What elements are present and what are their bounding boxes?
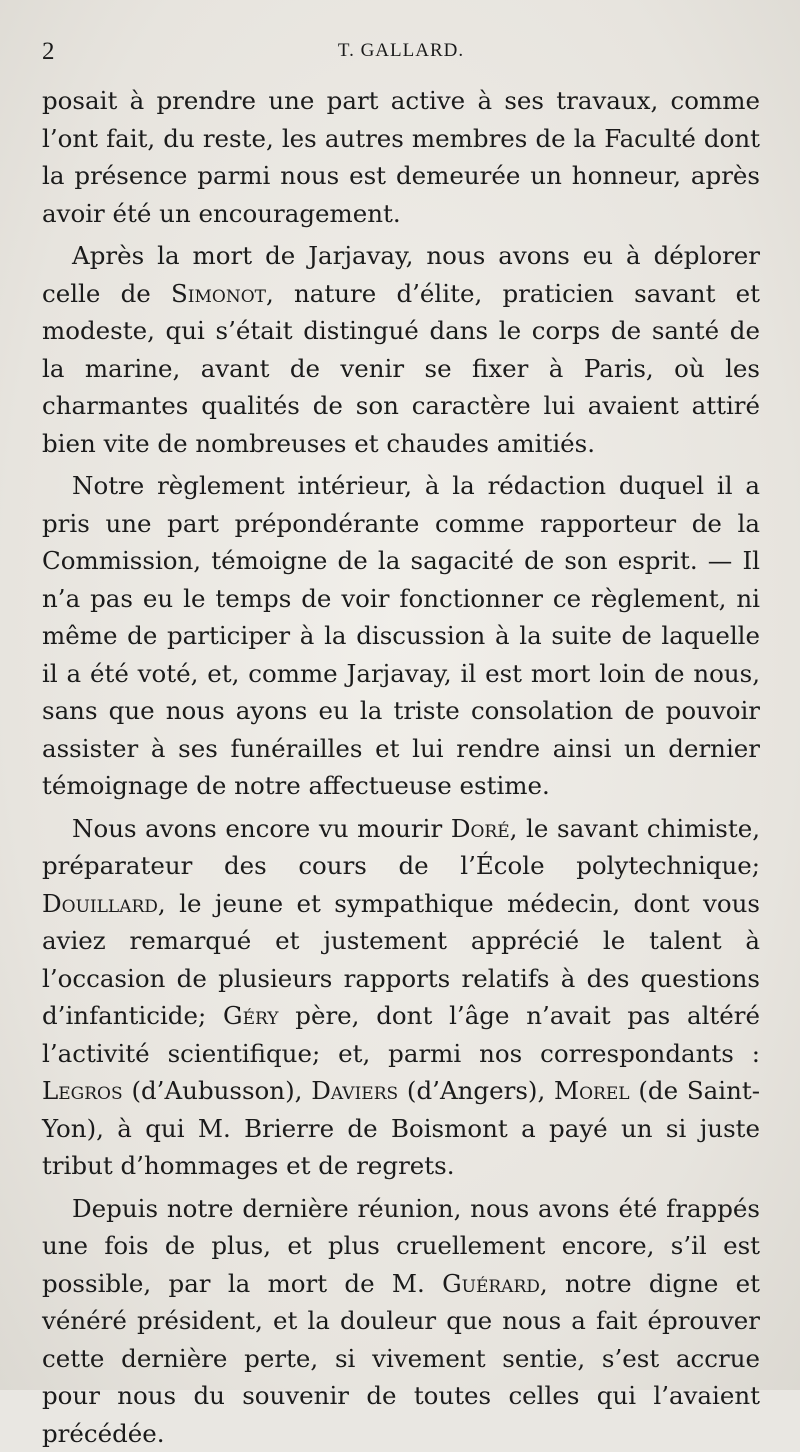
small-caps-name: Legros xyxy=(42,1076,123,1105)
body-text xyxy=(42,82,760,1452)
small-caps-name: Simonot xyxy=(171,279,266,308)
small-caps-name: Géry xyxy=(223,1001,278,1030)
text-run: , notre digne et vénéré président, et la douleur que nous a fait éprouver cette dernière perte, si vivement sentie, s’est accrue pour nous du souvenir de toutes celles qui l’avaient précédée. xyxy=(42,1269,760,1448)
running-head xyxy=(42,38,760,82)
text-run: (d’Angers), xyxy=(398,1076,554,1105)
paragraph-4 xyxy=(42,810,760,1185)
text-run: Notre règlement intérieur, à la rédaction duquel il a pris une part prépondérante comme rapporteur de la Commission, témoigne de la sagacité de son esprit. — Il n’a pas eu le temps de voir fonctionner ce règlement, ni même de participer à la discussion à la suite de laquelle il a été voté, et, comme Jarjavay, il est mort loin de nous, sans que nous ayons eu la triste consolation de pouvoir assister à ses funérailles et lui rendre ainsi un dernier témoignage de notre affectueuse estime. xyxy=(42,471,760,800)
text-run: (de Saint-Yon), à qui M. Brierre de Boismont a payé un si juste tribut d’hommages et de regrets. xyxy=(42,1076,760,1180)
text-run: père, dont l’âge n’avait pas altéré l’activité scientifique; et, parmi nos correspondants : xyxy=(42,1001,760,1068)
running-title: T. GALLARD. xyxy=(42,40,760,62)
small-caps-name: Doré xyxy=(451,814,510,843)
text-run: (d’Aubusson), xyxy=(123,1076,312,1105)
paragraph-1 xyxy=(42,82,760,232)
text-run: , le savant chimiste, préparateur des cours de l’École polytechnique; xyxy=(42,814,760,881)
paragraph-2 xyxy=(42,237,760,462)
text-run: Depuis notre dernière réunion, nous avons été frappés une fois de plus, et plus cruellement encore, s’il est possible, par la mort de M. xyxy=(42,1194,760,1298)
text-run: Nous avons encore vu mourir xyxy=(72,814,451,843)
small-caps-name: Daviers xyxy=(311,1076,398,1105)
small-caps-name: Douillard xyxy=(42,889,158,918)
text-run: , nature d’élite, praticien savant et modeste, qui s’était distingué dans le corps de santé de la marine, avant de venir se fixer à Paris, où les charmantes qualités de son caractère lui avaient attiré bien vite de nombreuses et chaudes amitiés. xyxy=(42,279,760,458)
text-run: , le jeune et sympathique médecin, dont vous aviez remarqué et justement apprécié le talent à l’occasion de plusieurs rapports relatifs à des questions d’infanticide; xyxy=(42,889,760,1031)
small-caps-name: Morel xyxy=(554,1076,630,1105)
small-caps-name: Guérard xyxy=(442,1269,540,1298)
text-run: posait à prendre une part active à ses travaux, comme l’ont fait, du reste, les autres membres de la Faculté dont la présence parmi nous est demeurée un honneur, après avoir été un encouragement. xyxy=(42,86,760,228)
paragraph-3 xyxy=(42,467,760,805)
paragraph-5 xyxy=(42,1190,760,1452)
text-run: Après la mort de Jarjavay, nous avons eu à déplorer celle de xyxy=(42,241,760,308)
page-number: 2 xyxy=(42,38,55,66)
